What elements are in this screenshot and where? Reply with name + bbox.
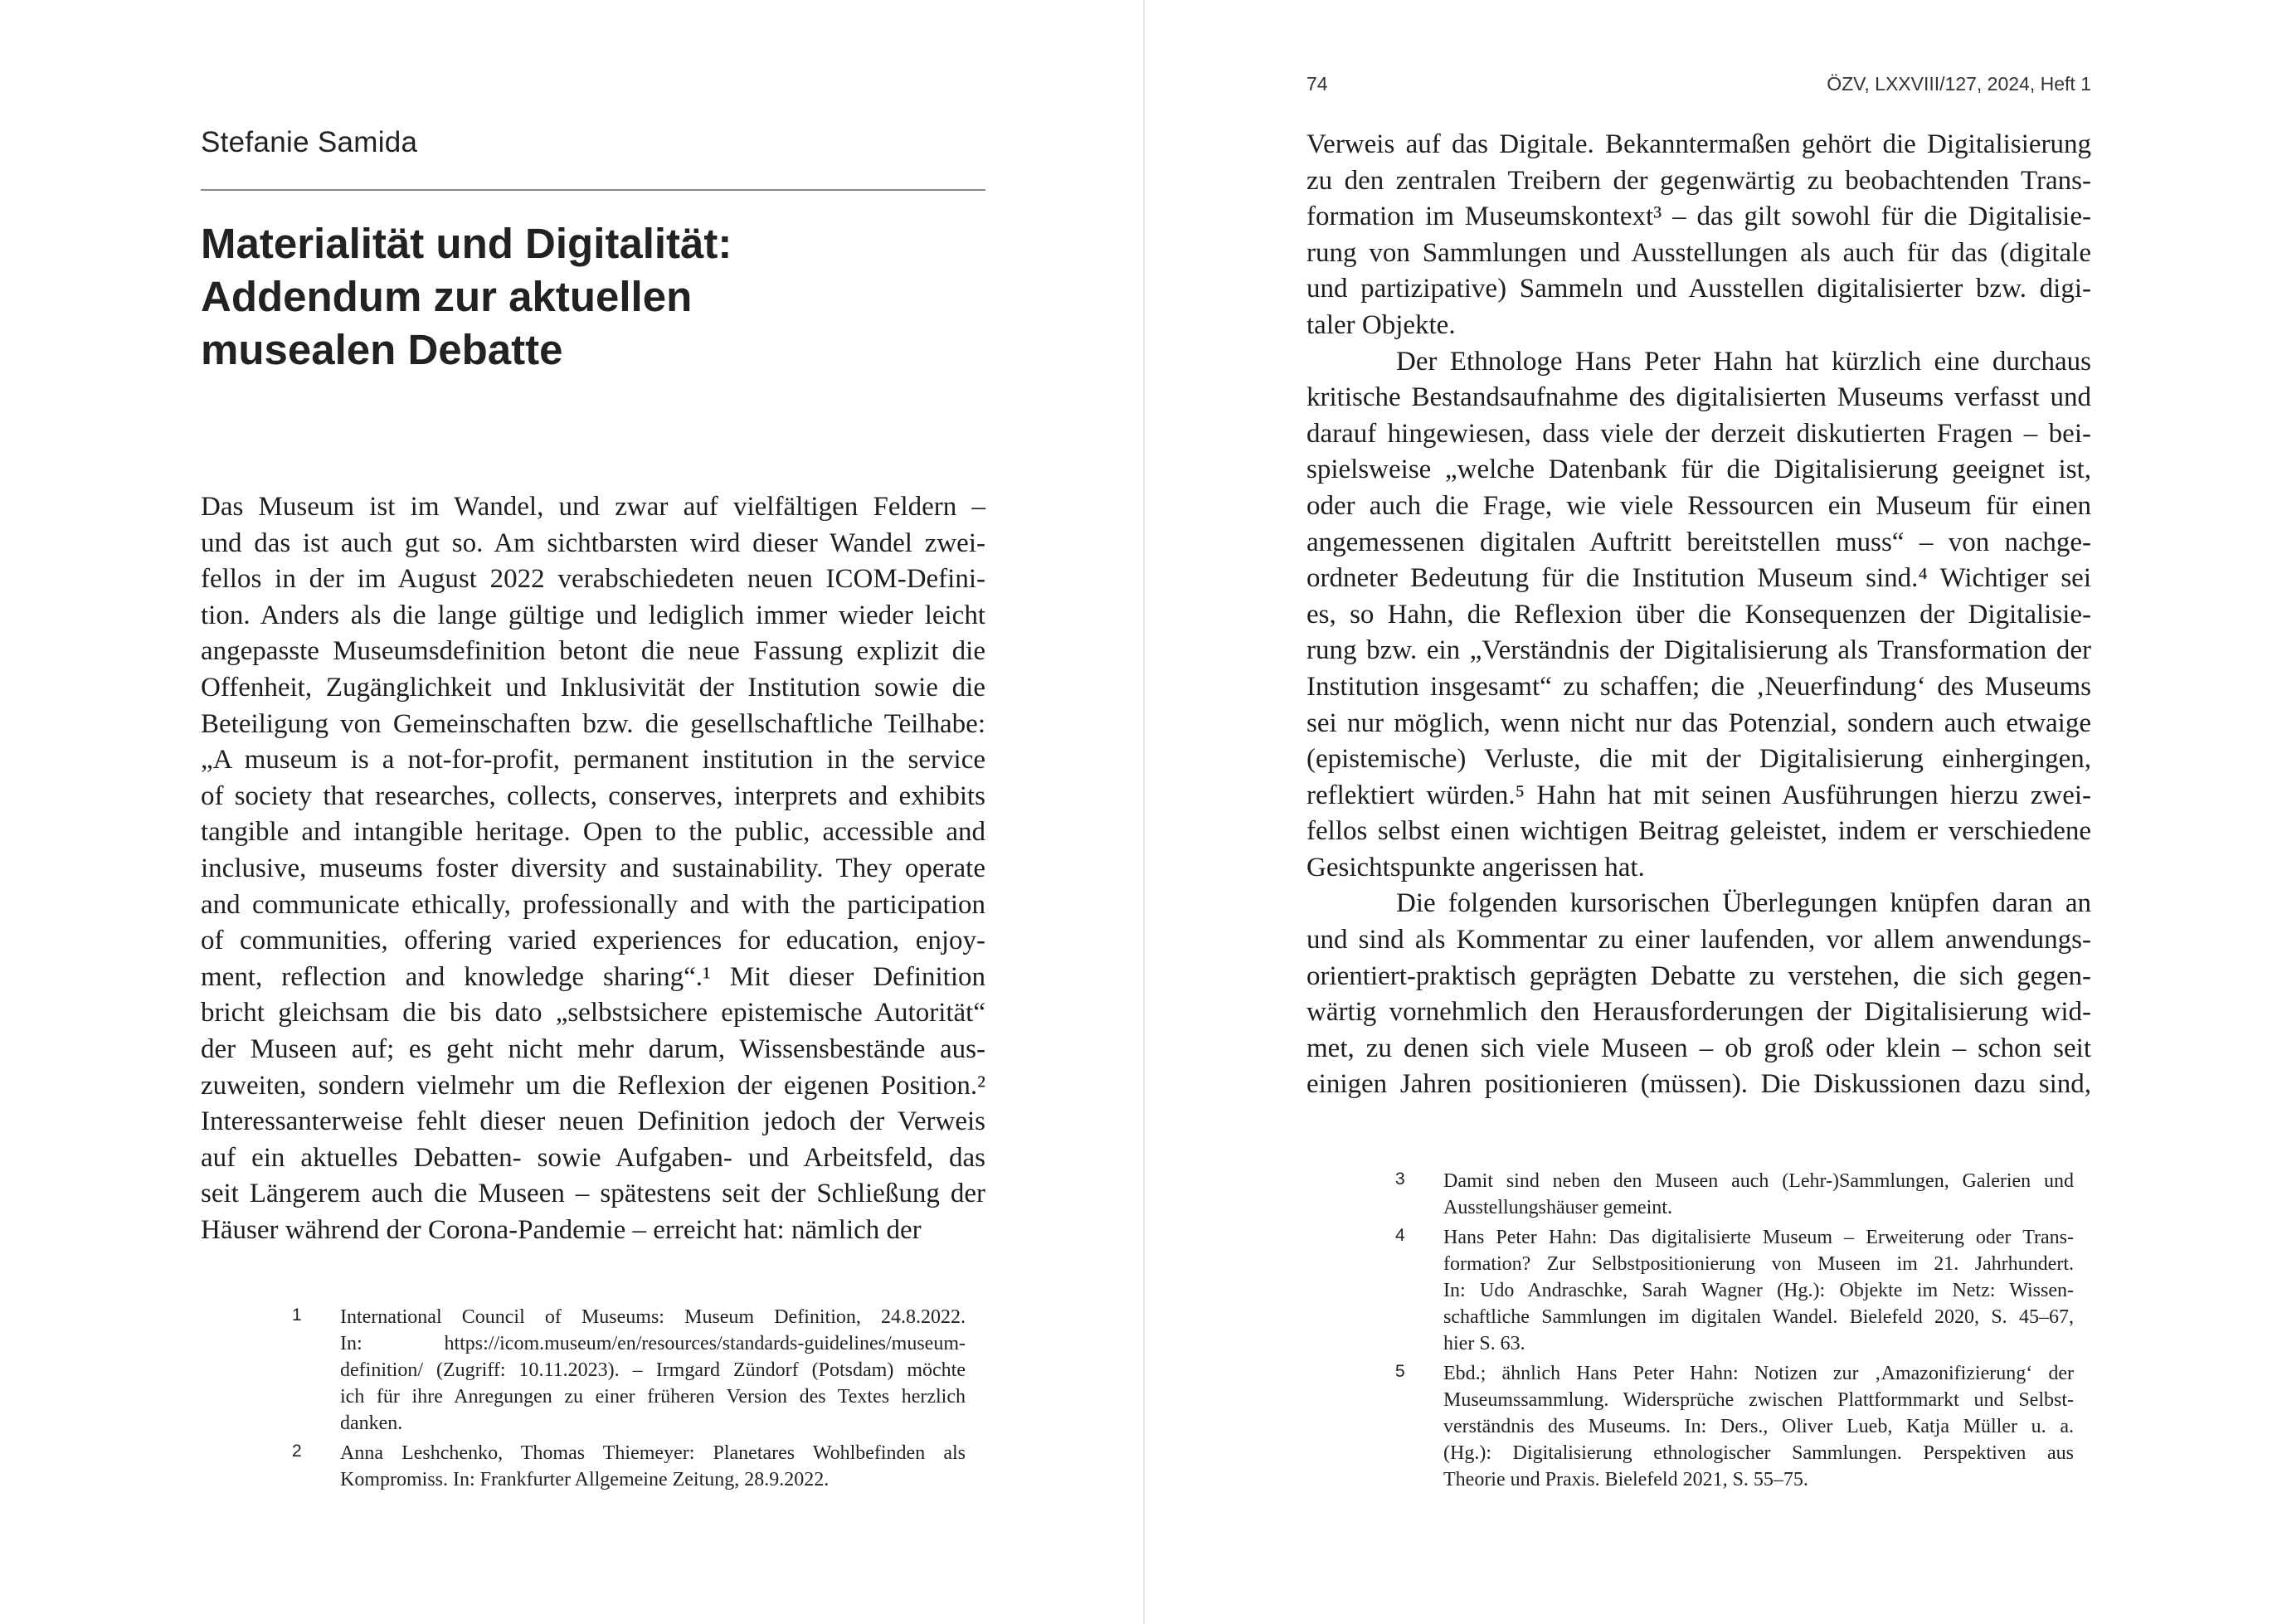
body-line: wärtig vornehmlich den Herausforderungen der Digitalisierung wid-	[1306, 997, 2091, 1028]
footnote	[292, 1304, 966, 1437]
footnote-line: (Hg.): Digitalisierung ethnologischer Sammlungen. Perspektiven aus	[1443, 1442, 2074, 1464]
paragraph-first-line: Die folgenden kursorischen Überlegungen knüpfen daran an	[1396, 888, 2091, 919]
footnote-line: Ebd.; ähnlich Hans Peter Hahn: Notizen zur ‚Amazonifizierung‘ der	[1443, 1363, 2074, 1384]
title-line: musealen Debatte	[201, 326, 563, 373]
page-number: 74	[1306, 73, 1328, 95]
body-line: met, zu denen sich viele Museen – ob groß oder klein – schon seit	[1306, 1033, 2091, 1063]
footnote-line: In: Udo Andraschke, Sarah Wagner (Hg.): Objekte im Netz: Wissen-	[1443, 1280, 2074, 1301]
footnote-line: Kompromiss. In: Frankfurter Allgemeine Zeitung, 28.9.2022.	[340, 1469, 830, 1490]
body-line: fellos in der im August 2022 verabschiedeten neuen ICOM-Defini-	[201, 564, 985, 595]
body-line: ment, reflection and knowledge sharing“.¹ Mit dieser Definition	[201, 961, 985, 992]
body-line: tion. Anders als die lange gültige und lediglich immer wieder leicht	[201, 600, 985, 630]
footnote-line: danken.	[340, 1412, 403, 1434]
body-line: Verweis auf das Digitale. Bekanntermaßen gehört die Digitalisierung	[1306, 129, 2091, 159]
body-line: zuweiten, sondern vielmehr um die Reflexion der eigenen Position.²	[201, 1070, 985, 1101]
footnote-text	[1443, 1224, 2074, 1357]
footnote-line: International Council of Museums: Museum Definition, 24.8.2022.	[340, 1306, 966, 1328]
right-page	[1145, 0, 2282, 1624]
body-line: orientiert-praktisch geprägten Debatte zu verstehen, die sich gegen-	[1306, 960, 2091, 991]
body-line: und partizipative) Sammeln und Ausstellen digitalisierter bzw. digi-	[1306, 274, 2091, 304]
body-line: (epistemische) Verluste, die mit der Digitalisierung einhergingen,	[1306, 744, 2091, 775]
footnote-line: In: https://icom.museum/en/resources/standards-guidelines/museum-	[340, 1333, 966, 1354]
footnote-line: verständnis des Museums. In: Ders., Oliver Lueb, Katja Müller u. a.	[1443, 1416, 2074, 1437]
footnote	[1395, 1224, 2074, 1357]
body-line: seit Längerem auch die Museen – spätestens seit der Schließung der	[201, 1179, 985, 1209]
body-line: Offenheit, Zugänglichkeit und Inklusivität der Institution sowie die	[201, 672, 985, 703]
article-title	[201, 217, 985, 377]
title-line: Materialität und Digitalität:	[201, 220, 732, 267]
left-body-text	[201, 489, 985, 1248]
footnote-line: Anna Leshchenko, Thomas Thiemeyer: Planetares Wohlbefinden als	[340, 1442, 966, 1464]
body-line: taler Objekte.	[1306, 309, 1456, 340]
footnote	[1395, 1168, 2074, 1221]
body-line: Gesichtspunkte angerissen hat.	[1306, 852, 1645, 883]
body-line: zu den zentralen Treibern der gegenwärtig zu beobachtenden Trans-	[1306, 165, 2091, 196]
footnote-number: 3	[1395, 1169, 1405, 1189]
title-line: Addendum zur aktuellen	[201, 273, 693, 320]
footnote-line: schaftliche Sammlungen im digitalen Wandel. Bielefeld 2020, S. 45–67,	[1443, 1306, 2074, 1328]
title-rule	[201, 189, 985, 191]
body-line: and communicate ethically, professionally and with the participation	[201, 889, 985, 920]
body-line: inclusive, museums foster diversity and sustainability. They operate	[201, 853, 985, 883]
right-footnotes	[1395, 1168, 2074, 1496]
footnote-number: 2	[292, 1442, 302, 1461]
footnote-line: formation? Zur Selbstpositionierung von Museen im 21. Jahrhundert.	[1443, 1253, 2074, 1275]
journal-reference: ÖZV, LXXVIII/127, 2024, Heft 1	[1827, 73, 2091, 95]
body-line: bricht gleichsam die bis dato „selbstsichere epistemische Autorität“	[201, 998, 985, 1028]
footnote-text	[1443, 1168, 2074, 1221]
body-line: fellos selbst einen wichtigen Beitrag geleistet, indem er verschiedene	[1306, 816, 2091, 847]
body-line: und sind als Kommentar zu einer laufenden, vor allem anwendungs-	[1306, 925, 2091, 955]
body-line: rung bzw. ein „Verständnis der Digitalisierung als Transformation der	[1306, 635, 2091, 666]
author-name: Stefanie Samida	[201, 126, 418, 158]
footnote-number: 4	[1395, 1226, 1405, 1245]
footnote-line: ich für ihre Anregungen zu einer früheren Version des Textes herzlich	[340, 1386, 966, 1408]
footnote	[1395, 1360, 2074, 1493]
footnote-number: 1	[292, 1306, 302, 1325]
body-line: und das ist auch gut so. Am sichtbarsten wird dieser Wandel zwei-	[201, 528, 985, 558]
body-line: reflektiert würden.⁵ Hahn hat mit seinen Ausführungen hierzu zwei-	[1306, 780, 2091, 810]
body-line: der Museen auf; es geht nicht mehr darum, Wissensbestände aus-	[201, 1033, 985, 1064]
body-line: einigen Jahren positionieren (müssen). Die Diskussionen dazu sind,	[1306, 1069, 2091, 1100]
body-line: „A museum is a not-for-profit, permanent institution in the service	[201, 745, 985, 776]
footnote-number: 5	[1395, 1362, 1405, 1381]
footnote-line: Hans Peter Hahn: Das digitalisierte Museum – Erweiterung oder Trans-	[1443, 1227, 2074, 1248]
body-line: of society that researches, collects, conserves, interprets and exhibits	[201, 780, 985, 811]
body-line: formation im Museumskontext³ – das gilt sowohl für die Digitalisie-	[1306, 202, 2091, 232]
paragraph-first-line: Der Ethnologe Hans Peter Hahn hat kürzlich eine durchaus	[1396, 346, 2091, 377]
body-line: Das Museum ist im Wandel, und zwar auf vielfältigen Feldern –	[201, 492, 985, 522]
body-line: Beteiligung von Gemeinschaften bzw. die gesellschaftliche Teilhabe:	[201, 708, 985, 739]
footnote-line: hier S. 63.	[1443, 1333, 1525, 1354]
body-line: sei nur möglich, wenn nicht nur das Potenzial, sondern auch etwaige	[1306, 707, 2091, 738]
body-line: spielsweise „welche Datenbank für die Digitalisierung geeignet ist,	[1306, 455, 2091, 485]
body-line: tangible and intangible heritage. Open to the public, accessible and	[201, 817, 985, 848]
footnote-text	[340, 1440, 966, 1493]
footnote-text	[340, 1304, 966, 1437]
footnote-text	[1443, 1360, 2074, 1493]
footnote-line: Museumssammlung. Widersprüche zwischen Plattformmarkt und Selbst-	[1443, 1389, 2074, 1411]
left-footnotes	[292, 1304, 966, 1496]
right-body-text	[1306, 127, 2091, 1103]
footnote	[292, 1440, 966, 1493]
body-line: angepasste Museumsdefinition betont die neue Fassung explizit die	[201, 636, 985, 667]
body-line: es, so Hahn, die Reflexion über die Konsequenzen der Digitalisie-	[1306, 599, 2091, 630]
body-line: Interessanterweise fehlt dieser neuen Definition jedoch der Verweis	[201, 1106, 985, 1137]
body-line: darauf hingewiesen, dass viele der derzeit diskutierten Fragen – bei-	[1306, 418, 2091, 449]
footnote-line: Ausstellungshäuser gemeint.	[1443, 1197, 1672, 1218]
footnote-line: Damit sind neben den Museen auch (Lehr-)Sammlungen, Galerien und	[1443, 1170, 2074, 1192]
body-line: ordneter Bedeutung für die Institution Museum sind.⁴ Wichtiger sei	[1306, 563, 2091, 594]
body-line: of communities, offering varied experiences for education, enjoy-	[201, 926, 985, 956]
footnote-line: definition/ (Zugriff: 10.11.2023). – Irmgard Zündorf (Potsdam) möchte	[340, 1359, 966, 1381]
body-line: angemessenen digitalen Auftritt bereitstellen muss“ – von nachge-	[1306, 527, 2091, 557]
body-line: oder auch die Frage, wie viele Ressourcen ein Museum für einen	[1306, 490, 2091, 521]
body-line: rung von Sammlungen und Ausstellungen als auch für das (digitale	[1306, 237, 2091, 268]
body-line: Institution insgesamt“ zu schaffen; die ‚Neuerfindung‘ des Museums	[1306, 671, 2091, 702]
footnote-line: Theorie und Praxis. Bielefeld 2021, S. 55–75.	[1443, 1469, 1808, 1490]
body-line: auf ein aktuelles Debatten- sowie Aufgaben- und Arbeitsfeld, das	[201, 1142, 985, 1173]
body-line: kritische Bestandsaufnahme des digitalisierten Museums verfasst und	[1306, 382, 2091, 413]
body-line: Häuser während der Corona-Pandemie – erreicht hat: nämlich der	[201, 1214, 922, 1245]
